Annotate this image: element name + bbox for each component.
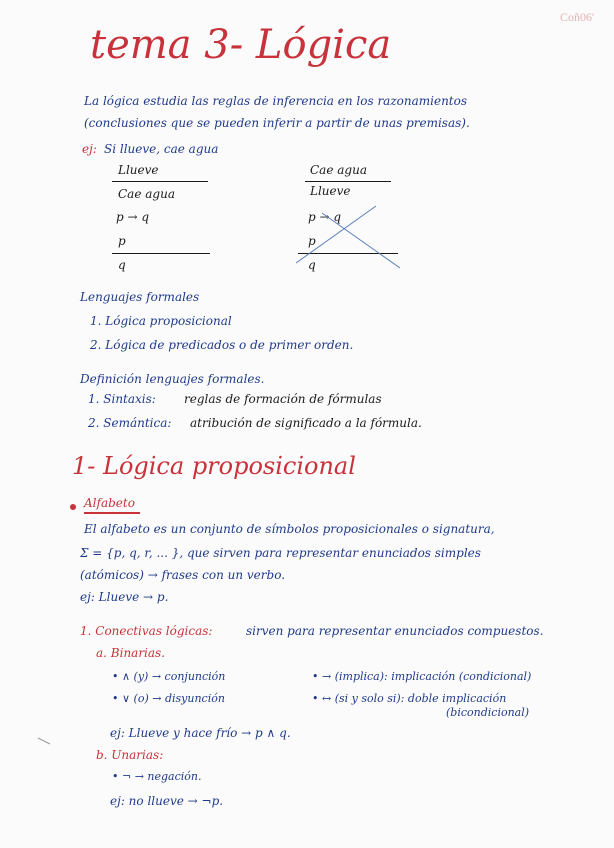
alphabet-example: ej: Llueve → p. xyxy=(80,590,169,604)
right-conclusion: q xyxy=(308,258,316,272)
binary-example: ej: Llueve y hace frío → p ∧ q. xyxy=(110,726,291,740)
left-conclusion: q xyxy=(118,258,126,272)
languages-item-2: 2. Lógica de predicados o de primer orden. xyxy=(90,338,354,352)
connective-and: • ∧ (y) → conjunción xyxy=(112,670,226,683)
example-text: Si llueve, cae agua xyxy=(104,142,219,156)
connective-iff-note: (bicondicional) xyxy=(446,706,530,719)
binary-label: a. Binarias. xyxy=(96,646,166,660)
right-premise-2: Llueve xyxy=(310,184,351,198)
right-formula-2: p xyxy=(308,234,316,248)
languages-item-1: 1. Lógica proposicional xyxy=(90,314,232,328)
intro-line-2: (conclusiones que se pueden inferir a partir de unas premisas). xyxy=(84,116,470,130)
left-premise-1: Llueve xyxy=(118,163,159,177)
definition-heading: Definición lenguajes formales. xyxy=(80,372,265,386)
stray-mark-line xyxy=(38,738,50,744)
connectives-text: sirven para representar enunciados compuestos. xyxy=(246,624,544,638)
connective-iff: • ↔ (si y solo si): doble implicación xyxy=(312,692,507,705)
unary-label: b. Unarias: xyxy=(96,748,164,762)
connective-or: • ∨ (o) → disyunción xyxy=(112,692,225,705)
section-title: 1- Lógica proposicional xyxy=(72,452,356,480)
left-premise-2: Cae agua xyxy=(118,187,175,201)
watermark: Coñ06' xyxy=(560,10,595,24)
connective-not: • ¬ → negación. xyxy=(112,770,202,783)
example-label: ej: xyxy=(82,142,97,156)
alphabet-line-2: Σ = {p, q, r, ... }, que sirven para representar enunciados simples xyxy=(80,546,481,560)
right-premise-1: Cae agua xyxy=(310,163,367,177)
page-title: tema 3- Lógica xyxy=(90,22,392,68)
intro-line-1: La lógica estudia las reglas de inferencia en los razonamientos xyxy=(84,94,468,108)
right-formula-1: p → q xyxy=(308,210,342,224)
left-formula-1: p → q xyxy=(116,210,150,224)
definition-item-2-label: 2. Semántica: xyxy=(88,416,172,430)
definition-item-1-label: 1. Sintaxis: xyxy=(88,392,156,406)
connective-implies: • → (implica): implicación (condicional) xyxy=(312,670,532,683)
alphabet-line-1: El alfabeto es un conjunto de símbolos proposicionales o signatura, xyxy=(84,522,495,536)
unary-example: ej: no llueve → ¬p. xyxy=(110,794,224,808)
definition-item-2-text: atribución de significado a la fórmula. xyxy=(190,416,422,430)
alphabet-title: Alfabeto xyxy=(84,496,135,510)
languages-heading: Lenguajes formales xyxy=(80,290,200,304)
definition-item-1-text: reglas de formación de fórmulas xyxy=(184,392,382,406)
alphabet-line-3: (atómicos) → frases con un verbo. xyxy=(80,568,286,582)
left-formula-2: p xyxy=(118,234,126,248)
connectives-label: 1. Conectivas lógicas: xyxy=(80,624,213,638)
